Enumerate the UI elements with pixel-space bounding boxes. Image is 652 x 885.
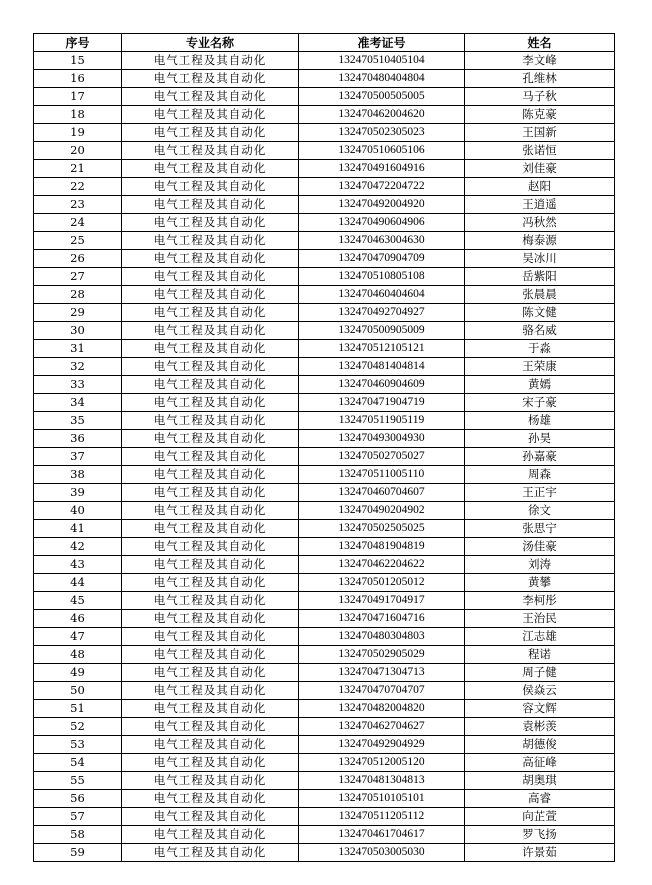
cell-exam-id: 132470492704927 [299,304,465,322]
cell-seq: 47 [34,628,122,646]
table-row [34,538,615,556]
cell-name: 梅泰源 [465,232,615,250]
cell-major: 电气工程及其自动化 [122,574,299,592]
cell-name: 王治民 [465,610,615,628]
table-row [34,502,615,520]
cell-name: 容文辉 [465,700,615,718]
cell-major: 电气工程及其自动化 [122,628,299,646]
cell-major: 电气工程及其自动化 [122,394,299,412]
cell-name: 徐文 [465,502,615,520]
cell-seq: 41 [34,520,122,538]
cell-major: 电气工程及其自动化 [122,664,299,682]
cell-name: 周子健 [465,664,615,682]
cell-exam-id: 132470501205012 [299,574,465,592]
cell-seq: 24 [34,214,122,232]
cell-name: 高征峰 [465,754,615,772]
table-row [34,646,615,664]
cell-major: 电气工程及其自动化 [122,682,299,700]
cell-major: 电气工程及其自动化 [122,214,299,232]
cell-exam-id: 132470480404804 [299,70,465,88]
cell-name: 王荣康 [465,358,615,376]
cell-name: 孙嘉豪 [465,448,615,466]
cell-exam-id: 132470511005110 [299,466,465,484]
cell-major: 电气工程及其自动化 [122,88,299,106]
cell-seq: 19 [34,124,122,142]
cell-exam-id: 132470502705027 [299,448,465,466]
cell-exam-id: 132470492004920 [299,196,465,214]
cell-seq: 21 [34,160,122,178]
cell-major: 电气工程及其自动化 [122,736,299,754]
table-row [34,808,615,826]
cell-seq: 34 [34,394,122,412]
cell-name: 陈克豪 [465,106,615,124]
table-row [34,124,615,142]
cell-name: 侯焱云 [465,682,615,700]
cell-major: 电气工程及其自动化 [122,826,299,844]
table-row [34,430,615,448]
table-row [34,484,615,502]
cell-major: 电气工程及其自动化 [122,52,299,70]
cell-name: 王正宇 [465,484,615,502]
cell-seq: 38 [34,466,122,484]
cell-major: 电气工程及其自动化 [122,376,299,394]
cell-name: 袁彬羡 [465,718,615,736]
cell-major: 电气工程及其自动化 [122,610,299,628]
cell-seq: 59 [34,844,122,862]
cell-exam-id: 132470502305023 [299,124,465,142]
cell-seq: 58 [34,826,122,844]
cell-name: 许景茹 [465,844,615,862]
cell-major: 电气工程及其自动化 [122,268,299,286]
cell-name: 刘佳豪 [465,160,615,178]
cell-major: 电气工程及其自动化 [122,466,299,484]
cell-seq: 55 [34,772,122,790]
table-row [34,232,615,250]
cell-exam-id: 132470500505005 [299,88,465,106]
cell-seq: 35 [34,412,122,430]
cell-exam-id: 132470503005030 [299,844,465,862]
table-row [34,628,615,646]
cell-exam-id: 132470481904819 [299,538,465,556]
cell-major: 电气工程及其自动化 [122,196,299,214]
cell-exam-id: 132470462004620 [299,106,465,124]
cell-seq: 23 [34,196,122,214]
table-row [34,88,615,106]
cell-major: 电气工程及其自动化 [122,286,299,304]
cell-name: 于淼 [465,340,615,358]
cell-exam-id: 132470482004820 [299,700,465,718]
cell-exam-id: 132470491604916 [299,160,465,178]
cell-exam-id: 132470480304803 [299,628,465,646]
cell-major: 电气工程及其自动化 [122,250,299,268]
table-row [34,106,615,124]
cell-exam-id: 132470460904609 [299,376,465,394]
cell-seq: 50 [34,682,122,700]
cell-name: 冯秋然 [465,214,615,232]
cell-name: 周森 [465,466,615,484]
cell-name: 向芷萱 [465,808,615,826]
cell-name: 吴冰川 [465,250,615,268]
cell-name: 孔维林 [465,70,615,88]
cell-name: 罗飞扬 [465,826,615,844]
cell-exam-id: 132470492904929 [299,736,465,754]
table-row [34,376,615,394]
cell-major: 电气工程及其自动化 [122,772,299,790]
table-row [34,304,615,322]
cell-name: 江志雄 [465,628,615,646]
cell-exam-id: 132470510605106 [299,142,465,160]
cell-exam-id: 132470471304713 [299,664,465,682]
cell-name: 高睿 [465,790,615,808]
cell-major: 电气工程及其自动化 [122,430,299,448]
cell-name: 孙昊 [465,430,615,448]
cell-seq: 43 [34,556,122,574]
cell-seq: 16 [34,70,122,88]
cell-seq: 28 [34,286,122,304]
table-row [34,574,615,592]
cell-seq: 39 [34,484,122,502]
cell-exam-id: 132470490204902 [299,502,465,520]
cell-name: 李文峰 [465,52,615,70]
table-row [34,772,615,790]
cell-seq: 33 [34,376,122,394]
cell-seq: 29 [34,304,122,322]
table-row [34,52,615,70]
cell-major: 电气工程及其自动化 [122,232,299,250]
cell-name: 王逍遥 [465,196,615,214]
cell-seq: 36 [34,430,122,448]
cell-name: 王国新 [465,124,615,142]
cell-seq: 46 [34,610,122,628]
cell-seq: 26 [34,250,122,268]
cell-major: 电气工程及其自动化 [122,502,299,520]
cell-exam-id: 132470510105101 [299,790,465,808]
cell-major: 电气工程及其自动化 [122,790,299,808]
cell-exam-id: 132470463004630 [299,232,465,250]
cell-seq: 44 [34,574,122,592]
cell-major: 电气工程及其自动化 [122,142,299,160]
cell-name: 黄嫣 [465,376,615,394]
cell-name: 张晨晨 [465,286,615,304]
table-row [34,250,615,268]
cell-exam-id: 132470460404604 [299,286,465,304]
cell-seq: 53 [34,736,122,754]
table-row [34,718,615,736]
table-row [34,466,615,484]
cell-major: 电气工程及其自动化 [122,700,299,718]
cell-seq: 40 [34,502,122,520]
table-row [34,682,615,700]
cell-name: 张思宁 [465,520,615,538]
cell-exam-id: 132470462204622 [299,556,465,574]
cell-major: 电气工程及其自动化 [122,304,299,322]
table-row [34,610,615,628]
table-row [34,358,615,376]
cell-major: 电气工程及其自动化 [122,70,299,88]
cell-name: 程诺 [465,646,615,664]
cell-major: 电气工程及其自动化 [122,448,299,466]
table-row [34,160,615,178]
cell-major: 电气工程及其自动化 [122,106,299,124]
cell-exam-id: 132470510805108 [299,268,465,286]
cell-exam-id: 132470470704707 [299,682,465,700]
table-row [34,592,615,610]
cell-exam-id: 132470461704617 [299,826,465,844]
cell-major: 电气工程及其自动化 [122,556,299,574]
cell-name: 黄攀 [465,574,615,592]
cell-seq: 15 [34,52,122,70]
cell-major: 电气工程及其自动化 [122,322,299,340]
table-row [34,790,615,808]
cell-seq: 56 [34,790,122,808]
cell-major: 电气工程及其自动化 [122,412,299,430]
cell-exam-id: 132470493004930 [299,430,465,448]
cell-seq: 51 [34,700,122,718]
cell-seq: 18 [34,106,122,124]
cell-name: 胡德俊 [465,736,615,754]
cell-name: 陈文健 [465,304,615,322]
cell-name: 赵阳 [465,178,615,196]
cell-exam-id: 132470472204722 [299,178,465,196]
table-row [34,754,615,772]
cell-major: 电气工程及其自动化 [122,340,299,358]
cell-major: 电气工程及其自动化 [122,358,299,376]
roster-body [34,52,615,862]
cell-seq: 25 [34,232,122,250]
table-row [34,736,615,754]
table-row [34,70,615,88]
cell-seq: 48 [34,646,122,664]
cell-seq: 42 [34,538,122,556]
table-row [34,286,615,304]
header-exam-id: 准考证号 [299,34,465,52]
cell-seq: 45 [34,592,122,610]
cell-exam-id: 132470470904709 [299,250,465,268]
table-row [34,268,615,286]
table-row [34,142,615,160]
table-row [34,520,615,538]
cell-name: 汤佳豪 [465,538,615,556]
table-row [34,340,615,358]
cell-name: 杨雄 [465,412,615,430]
cell-major: 电气工程及其自动化 [122,754,299,772]
cell-seq: 22 [34,178,122,196]
cell-major: 电气工程及其自动化 [122,520,299,538]
table-row [34,844,615,862]
table-row [34,178,615,196]
cell-major: 电气工程及其自动化 [122,844,299,862]
cell-seq: 32 [34,358,122,376]
cell-exam-id: 132470502505025 [299,520,465,538]
header-seq: 序号 [34,34,122,52]
cell-major: 电气工程及其自动化 [122,160,299,178]
cell-exam-id: 132470471904719 [299,394,465,412]
cell-exam-id: 132470511205112 [299,808,465,826]
table-row [34,664,615,682]
cell-exam-id: 132470490604906 [299,214,465,232]
cell-name: 刘涛 [465,556,615,574]
cell-exam-id: 132470471604716 [299,610,465,628]
cell-exam-id: 132470481304813 [299,772,465,790]
header-row [34,34,615,52]
cell-major: 电气工程及其自动化 [122,538,299,556]
cell-exam-id: 132470502905029 [299,646,465,664]
cell-major: 电气工程及其自动化 [122,484,299,502]
cell-name: 宋子豪 [465,394,615,412]
cell-seq: 31 [34,340,122,358]
cell-exam-id: 132470481404814 [299,358,465,376]
cell-exam-id: 132470500905009 [299,322,465,340]
table-row [34,826,615,844]
cell-major: 电气工程及其自动化 [122,592,299,610]
cell-exam-id: 132470512005120 [299,754,465,772]
cell-major: 电气工程及其自动化 [122,178,299,196]
table-row [34,322,615,340]
cell-exam-id: 132470512105121 [299,340,465,358]
cell-seq: 27 [34,268,122,286]
cell-seq: 54 [34,754,122,772]
table-row [34,394,615,412]
roster-table [33,33,615,862]
cell-name: 李柯彤 [465,592,615,610]
header-major: 专业名称 [122,34,299,52]
table-row [34,412,615,430]
cell-exam-id: 132470491704917 [299,592,465,610]
cell-name: 胡奥琪 [465,772,615,790]
cell-exam-id: 132470510405104 [299,52,465,70]
cell-major: 电气工程及其自动化 [122,718,299,736]
cell-exam-id: 132470462704627 [299,718,465,736]
table-row [34,448,615,466]
header-name: 姓名 [465,34,615,52]
cell-seq: 20 [34,142,122,160]
table-row [34,196,615,214]
cell-exam-id: 132470511905119 [299,412,465,430]
cell-name: 张诺恒 [465,142,615,160]
cell-seq: 49 [34,664,122,682]
cell-major: 电气工程及其自动化 [122,808,299,826]
cell-seq: 30 [34,322,122,340]
cell-exam-id: 132470460704607 [299,484,465,502]
table-row [34,556,615,574]
cell-seq: 52 [34,718,122,736]
table-row [34,700,615,718]
cell-name: 骆名威 [465,322,615,340]
table-row [34,214,615,232]
cell-major: 电气工程及其自动化 [122,646,299,664]
cell-seq: 17 [34,88,122,106]
cell-seq: 57 [34,808,122,826]
cell-name: 岳紫阳 [465,268,615,286]
cell-major: 电气工程及其自动化 [122,124,299,142]
cell-seq: 37 [34,448,122,466]
cell-name: 马子秋 [465,88,615,106]
